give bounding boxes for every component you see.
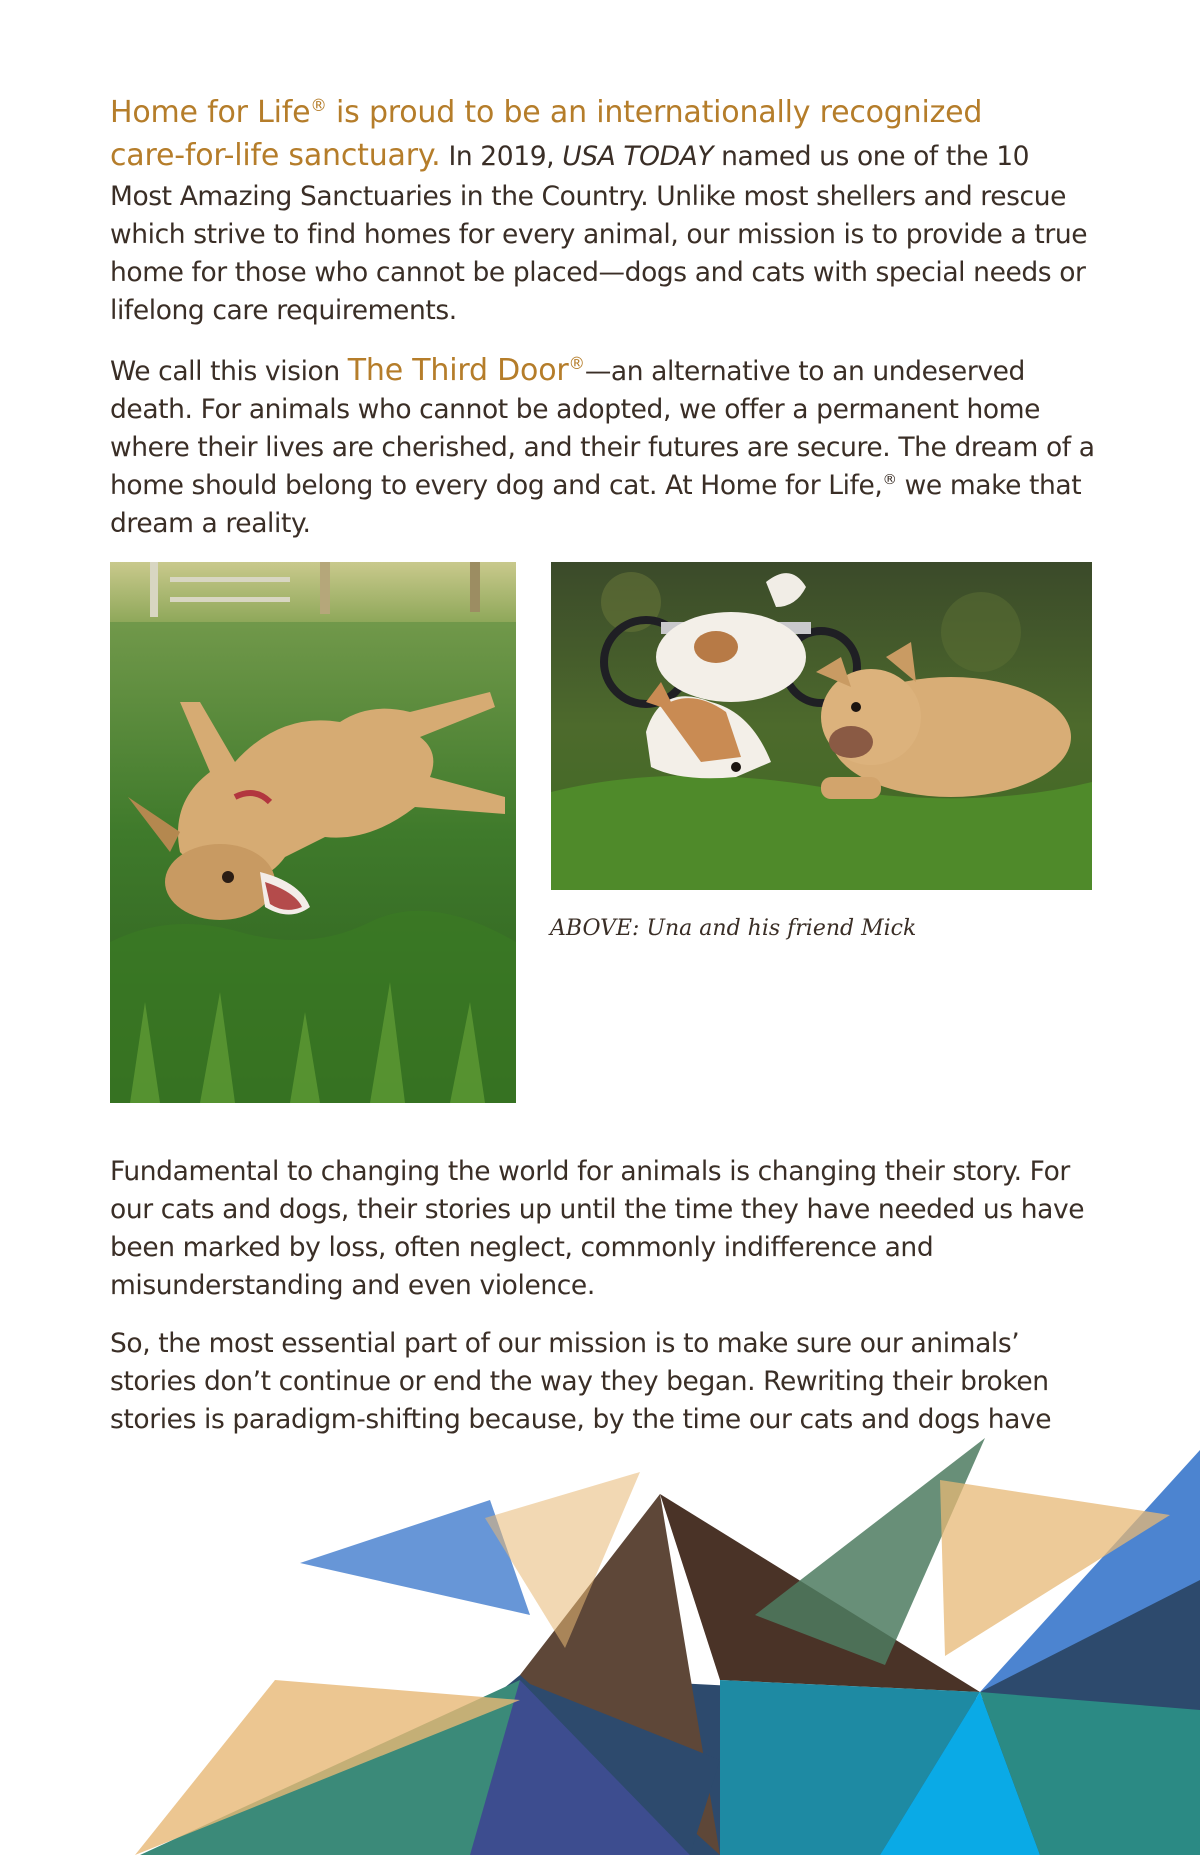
- dogs-playing-illustration: [551, 562, 1092, 890]
- intro-paragraph: Home for Life® is proud to be an internationally recognized care-for-life sanctuary. In 2019, USA TODAY named us one of the 10 Most Amazing Sanctuaries in the Country. Unlike most shellers and rescue which strive to find homes for every animal, our mission is to provide a true home for those who cannot be placed—dogs and cats with special needs or lifelong care requirements.: [110, 95, 1088, 326]
- publication-name: USA TODAY: [562, 141, 714, 172]
- story-paragraph-1: Fundamental to changing the world for animals is changing their story. For our cats and dogs, their stories up until the time they have needed us have been marked by loss, often neglect, commonly indifference and misunderstanding and even violence.: [110, 1156, 1085, 1301]
- intro-highlight: Home for Life® is proud to be an internationally recognized care-for-life sanctuary.: [110, 95, 983, 173]
- vision-paragraph: We call this vision The Third Door®—an alternative to an undeserved death. For animals who cannot be adopted, we offer a permanent home where their lives are cherished, and their futures are secure. The dream of a home should belong to every dog and cat. At Home for Life,® we make that dream a reality.: [110, 353, 1095, 539]
- geometric-mountains-graphic: [0, 1430, 1200, 1855]
- una-and-mick-photo: [551, 562, 1092, 890]
- dog-rolling-photo: [110, 562, 516, 1103]
- photo-caption: ABOVE: Una and his friend Mick: [550, 916, 917, 941]
- story-paragraph-2: So, the most essential part of our mission is to make sure our animals’ stories don’t continue or end the way they began. Rewriting their broken stories is paradigm-shifting because, by the time our cats and dogs have: [110, 1328, 1052, 1435]
- third-door-name: The Third Door®: [347, 353, 585, 388]
- dog-rolling-illustration: [110, 562, 516, 1103]
